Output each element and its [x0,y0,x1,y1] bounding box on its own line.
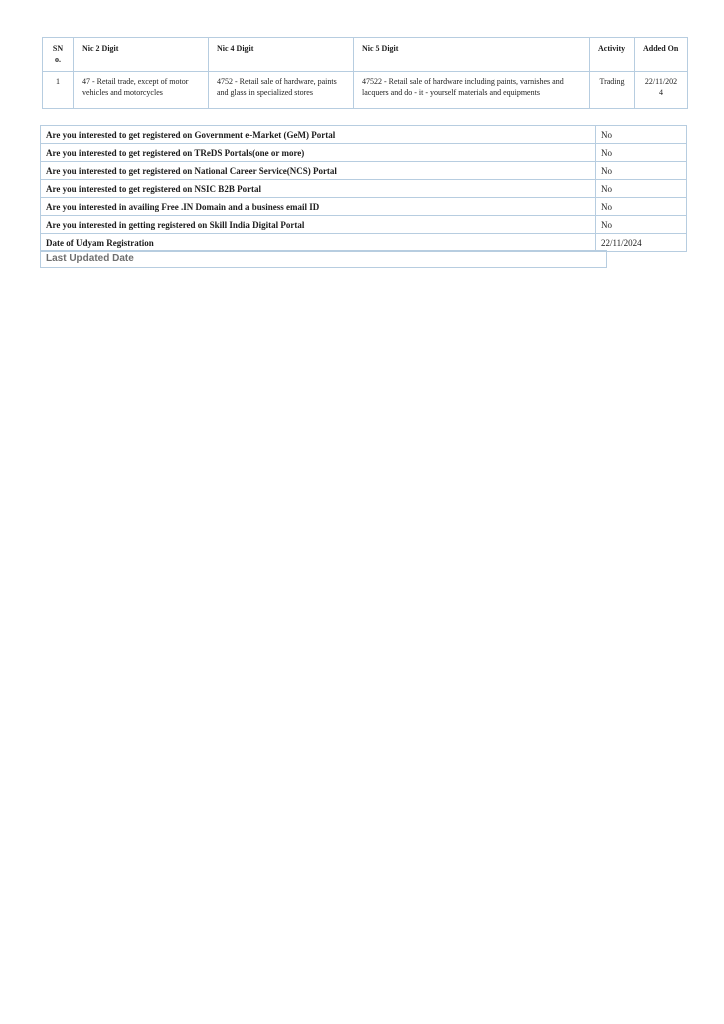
question-row [41,144,687,162]
question-label: Are you interested in availing Free .IN Domain and a business email ID [41,198,596,216]
question-value: No [596,126,687,144]
question-value: No [596,216,687,234]
nic-codes-section [42,37,687,109]
nic-cell-nic5: 47522 - Retail sale of hardware including paints, varnishes and lacquers and do - it - yourself materials and equipments [354,72,590,109]
nic-header-sno: SNo. [43,38,74,72]
registration-questions-table [40,125,687,252]
question-value: 22/11/2024 [596,234,687,252]
nic-table-row [43,72,688,109]
question-label: Date of Udyam Registration [41,234,596,252]
last-updated-row [40,250,607,268]
question-label: Are you interested to get registered on NSIC B2B Portal [41,180,596,198]
nic-cell-nic2: 47 - Retail trade, except of motor vehicles and motorcycles [74,72,209,109]
question-row [41,234,687,252]
question-label: Are you interested to get registered on National Career Service(NCS) Portal [41,162,596,180]
nic-cell-nic4: 4752 - Retail sale of hardware, paints and glass in specialized stores [209,72,354,109]
nic-header-nic4: Nic 4 Digit [209,38,354,72]
registration-questions-section [40,125,686,252]
nic-table-header-row [43,38,688,72]
nic-codes-table [42,37,688,109]
question-row [41,162,687,180]
question-row [41,198,687,216]
question-row [41,126,687,144]
question-value: No [596,198,687,216]
question-label: Are you interested in getting registered on Skill India Digital Portal [41,216,596,234]
question-label: Are you interested to get registered on Government e-Market (GeM) Portal [41,126,596,144]
question-row [41,216,687,234]
nic-header-activity: Activity [590,38,635,72]
nic-header-nic5: Nic 5 Digit [354,38,590,72]
question-label: Are you interested to get registered on TReDS Portals(one or more) [41,144,596,162]
nic-cell-sno: 1 [43,72,74,109]
nic-cell-activity: Trading [590,72,635,109]
nic-header-added-on: Added On [635,38,688,72]
question-value: No [596,144,687,162]
nic-header-nic2: Nic 2 Digit [74,38,209,72]
nic-cell-added-on: 22/11/2024 [635,72,688,109]
last-updated-label: Last Updated Date [46,253,134,264]
question-row [41,180,687,198]
question-value: No [596,162,687,180]
question-value: No [596,180,687,198]
